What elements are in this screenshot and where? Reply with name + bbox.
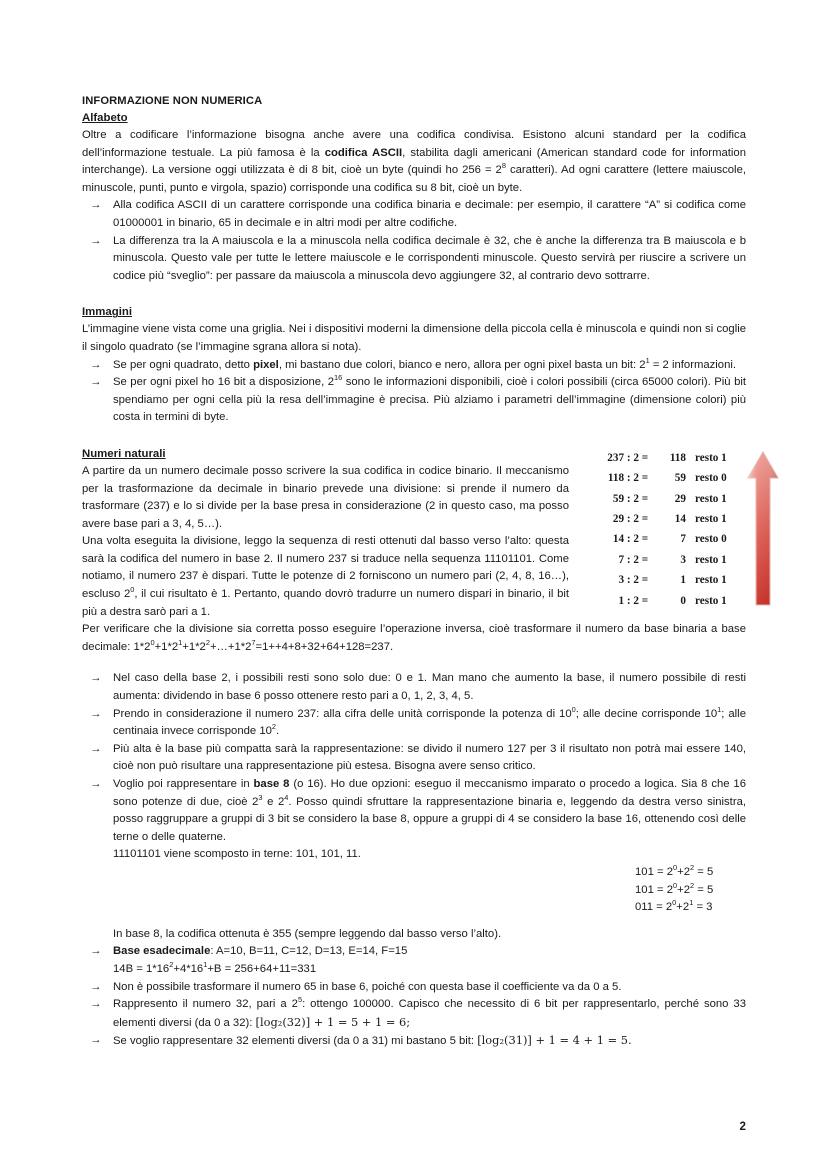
equation-mid: +2: [677, 883, 691, 896]
list-item-text-part2: sono le informazioni disponibili, cioè i colori possibili (circa 65000 colori). Più bit spendiamo per ogni cella più la resa dell’immagine è precisa. Più alziamo i parametri dell’immagine (dimensione colori) più costa in termini di byte.: [113, 376, 746, 424]
heading-immagini: Immagini: [82, 306, 133, 319]
division-dividend: 1 : 2 =: [618, 594, 649, 607]
list-item: [82, 943, 746, 978]
equation-mid: +2: [676, 901, 690, 914]
division-quotient: 7: [680, 533, 686, 546]
list-item-exp2: 1: [203, 960, 208, 970]
list-item: [82, 197, 746, 232]
division-table: [587, 452, 747, 615]
list-item-bold-pixel: pixel: [253, 358, 279, 371]
equation-left: 101 = 2: [635, 865, 674, 878]
page-title: INFORMAZIONE NON NUMERICA: [82, 95, 263, 107]
list-item-text: Non è possibile trasformare il numero 65 in base 6, poiché con questa base il coefficiente va da 0 a 5.: [113, 980, 622, 993]
paragraph-numeri-3-part2: +1*2: [154, 640, 179, 653]
division-dividend: 118 : 2 =: [607, 472, 649, 485]
list-item-text-part4: .: [276, 725, 280, 738]
arrow-bullet-icon: →: [90, 234, 102, 247]
division-remainder: resto 1: [694, 553, 727, 566]
paragraph-immagini: L’immagine viene vista come una griglia. Nei i dispositivi moderni la dimensione della piccola cella è minuscola e quindi non si coglie il singolo quadrato (se l’immagine sgrana allora si nota).: [82, 323, 746, 353]
log-formula-31: [log₂(31)] + 1 = 4 + 1 = 5.: [477, 1033, 632, 1048]
paragraph-numeri-3-exp3: 2: [205, 638, 210, 648]
arrow-bullet-icon: →: [90, 1034, 102, 1047]
division-quotient: 3: [680, 553, 686, 566]
list-item: [82, 706, 746, 741]
table-row: [587, 513, 739, 533]
list-item: [82, 374, 746, 427]
paragraph-numeri-2-part1: Una volta eseguita la divisione, leggo la sequenza di resti ottenuti dal basso verso l’alto: questa sarà la codifica del numero in base 2. Il numero 237 si traduce nella sequenza 11101101. Come notiamo, il numero 237 è dispari. Tutte le potenze di 2 forniscono un numero pari (2, 4, 8, 16…), escluso 2: [82, 535, 569, 601]
arrow-bullet-icon: →: [90, 707, 102, 720]
list-item: [82, 776, 746, 846]
paragraph-numeri-3-part4: +…+1*2: [209, 640, 252, 653]
list-item-text-part2: (o 16). Ho due opzioni: eseguo il meccanismo imparato o procedo a logica. Sia 8 che 16 sono potenze di due, cioè 2: [113, 778, 747, 808]
upward-arrow-icon: [746, 450, 780, 607]
arrow-bullet-icon: →: [90, 742, 102, 755]
heading-numeri-naturali: Numeri naturali: [82, 447, 166, 460]
list-item-text-part2: , mi bastano due colori, bianco e nero, allora per ogni pixel basta un bit: 2: [278, 358, 646, 371]
list-item-text-line2-part1: 14B = 1*16: [113, 962, 170, 975]
list-item-text: Alla codifica ASCII di un carattere corrisponde una codifica binaria e decimale: per esempio, il carattere “A” si codifica come 01000001 in binario, 65 in decimale e in altri modi per altre codifiche.: [113, 199, 746, 229]
table-row: [587, 554, 739, 574]
bullet-list-alfabeto: [82, 197, 746, 285]
arrow-bullet-icon: →: [90, 358, 102, 371]
list-item-text-part1: Prendo in considerazione il numero 237: alla cifra delle unità corrisponde la potenza di 10: [113, 707, 572, 720]
paragraph-numeri-3-part3: +1*2: [182, 640, 206, 653]
terne-decomposition-line: 11101101 viene scomposto in terne: 101, 101, 11.: [113, 848, 361, 861]
division-quotient: 0: [680, 594, 686, 607]
division-dividend: 29 : 2 =: [612, 513, 649, 526]
spacer: [82, 917, 746, 926]
log-formula-32: [log₂(32)] + 1 = 5 + 1 = 6;: [255, 1014, 411, 1029]
equation-left: 011 = 2: [635, 901, 673, 914]
equation-exp2: 2: [690, 880, 695, 890]
equation-right: = 3: [693, 901, 713, 914]
paragraph-ascii-bold: codifica ASCII: [324, 146, 403, 159]
division-remainder: resto 1: [694, 594, 727, 607]
arrow-bullet-icon: →: [90, 199, 102, 212]
list-item-text: Più alta è la base più compatta sarà la rappresentazione: se divido il numero 127 per 3 il risultato non potrà mai essere 140, cioè non può risultare una rappresentazione più estesa. Bisogna avere senso critico.: [113, 742, 746, 773]
paragraph-numeri-3-exp4: 7: [251, 638, 256, 648]
list-item: [82, 741, 746, 776]
list-item-bold-base8: base 8: [253, 778, 290, 790]
document-content: [82, 93, 746, 1051]
division-quotient: 1: [680, 574, 686, 587]
table-row: [587, 595, 739, 615]
list-item-text: Nel caso della base 2, i possibili resti sono solo due: 0 e 1. Man mano che aumento la base, il numero possibile di resti aumenta: dividendo in base 6 posso ottenere resto pari a 0, 1, 2, 3, 4, 5.: [113, 672, 746, 703]
list-item: [82, 670, 746, 705]
division-quotient: 118: [669, 451, 686, 464]
list-item-text-line2-part2: +4*16: [173, 962, 204, 975]
list-item-exp2: 4: [284, 792, 289, 802]
paragraph-numeri-3: [82, 621, 746, 656]
list-item-bold-esadecimale: Base esadecimale: [113, 945, 211, 958]
equation-right: = 5: [694, 883, 714, 896]
paragraph-ascii: [82, 127, 746, 197]
list-item-text-part3: = 2 informazioni.: [649, 358, 737, 371]
list-item-text-part1: Voglio poi rappresentare in: [113, 778, 254, 790]
paragraph-numeri-3-exp2: 1: [178, 638, 183, 648]
bullet-list-finale: [82, 670, 746, 846]
division-dividend: 7 : 2 =: [618, 553, 649, 566]
spacer: [82, 656, 746, 670]
table-row: [587, 533, 739, 553]
division-remainder: resto 1: [694, 451, 727, 464]
division-dividend: 59 : 2 =: [612, 492, 649, 505]
list-item-text-part1: Se per ogni pixel ho 16 bit a disposizione, 2: [113, 376, 334, 389]
arrow-bullet-icon: →: [90, 980, 102, 993]
paragraph-ascii-exponent: 8: [501, 161, 506, 171]
paragraph-ascii-part1: Oltre a codificare l’informazione bisogna anche avere una codifica condivisa. Esistono alcuni standard per la codifica dell’informazione testuale. La più famosa è la: [82, 129, 746, 159]
list-item-exp1: 0: [571, 704, 576, 714]
equation-exp1: 0: [673, 880, 678, 890]
list-item-text-part3: e 2: [262, 795, 285, 808]
division-remainder: resto 1: [694, 513, 727, 526]
equation-row: [635, 899, 746, 917]
arrow-bullet-icon: →: [90, 778, 102, 790]
list-item-text-part4: . Posso quindi sfruttare la rappresentazione binaria e, leggendo da destra verso sinistra, posso raggruppare a gruppi di 3 bit se considero la base 8, oppure a gruppi di 4 se considero la base 16, ottenendo così delle terne o delle quaterne.: [113, 795, 746, 843]
paragraph-numeri-2: [82, 533, 569, 621]
base8-result-line: In base 8, la codifica ottenuta è 355 (sempre leggendo dal basso verso l’alto).: [113, 927, 502, 940]
list-item-exp1: 2: [169, 960, 174, 970]
list-item: [82, 233, 746, 286]
paragraph-ascii-part2: , stabilita dagli americani (American standard code for information interchange). La versione oggi utilizzata è di 8 bit, cioè un byte (quindi ho 256 = 2: [82, 146, 746, 177]
division-dividend: 237 : 2 =: [607, 451, 649, 464]
list-item-exp: 5: [297, 995, 303, 1005]
paragraph-numeri-2-part2: , il cui risultato è 1. Pertanto, quando dovrò tradurre un numero dispari in binario, il bit più a destra sarò pari a 1.: [82, 588, 569, 618]
list-item-text-part2: ; alle decine corrisponde 10: [575, 707, 718, 720]
list-item-exp2: 1: [717, 704, 722, 714]
list-item-text-part1: Rappresento il numero 32, pari a 2: [113, 998, 298, 1011]
arrow-bullet-icon: →: [90, 672, 102, 685]
page-number: 2: [739, 1120, 746, 1133]
spacer: [82, 285, 746, 304]
paragraph-numeri-3-exp1: 0: [150, 638, 155, 648]
table-row: [587, 574, 739, 594]
list-item-text-line2-part3: +B = 256+64+11=331: [207, 962, 317, 975]
list-item: [82, 979, 746, 997]
equation-exp1: 0: [672, 898, 677, 908]
table-row: [587, 452, 739, 472]
paragraph-numeri-3-part5: =1++4+8+32+64+128=237.: [255, 640, 394, 653]
table-row: [587, 472, 739, 492]
arrow-bullet-icon: →: [90, 945, 102, 958]
list-item-exponent: 1: [645, 355, 650, 365]
equation-mid: +2: [677, 865, 691, 878]
list-item-text-part1: Se voglio rappresentare 32 elementi diversi (da 0 a 31) mi bastano 5 bit:: [113, 1035, 478, 1048]
division-dividend: 14 : 2 =: [612, 533, 649, 546]
equation-exp2: 1: [689, 898, 694, 908]
numeri-text-column: [82, 446, 569, 621]
arrow-bullet-icon: →: [90, 998, 102, 1011]
list-item: [82, 996, 746, 1032]
division-table-body: [587, 452, 739, 615]
division-remainder: resto 0: [694, 533, 727, 546]
equation-row: [635, 882, 746, 900]
table-row: [587, 493, 739, 513]
bullet-list-finale-2: [82, 943, 746, 1051]
paragraph-numeri-2-exponent: 0: [130, 585, 135, 595]
division-remainder: resto 0: [694, 472, 727, 485]
equation-exp1: 0: [673, 863, 678, 873]
section-numeri-naturali: [82, 446, 746, 621]
division-remainder: resto 1: [694, 492, 727, 505]
list-item-text: : A=10, B=11, C=12, D=13, E=14, F=15: [210, 945, 408, 958]
equation-right: = 5: [694, 865, 714, 878]
equation-exp2: 2: [690, 863, 695, 873]
list-item-text: La differenza tra la A maiuscola e la a minuscola nella codifica decimale è 32, che è anche la differenza tra B maiuscola e b minuscola. Questo vale per tutte le lettere maiuscole e le corrispondenti minuscole. Questo servirà per riuscire a scrivere un codice più “sveglio”: per passare da maiuscola a minuscola devo aggiungere 32, al contrario devo sottrarre.: [113, 234, 746, 282]
division-remainder: resto 1: [694, 574, 727, 587]
list-item-exp3: 2: [271, 722, 277, 732]
division-dividend: 3 : 2 =: [618, 574, 649, 587]
bullet-list-immagini: [82, 357, 746, 427]
list-item-text-part3: ; alle centinaia invece corrisponde 10: [113, 707, 746, 738]
paragraph-numeri-1: A partire da un numero decimale posso scrivere la sua codifica in codice binario. Il meccanismo per la trasformazione da decimale in binario prevede una divisione: si prende il numero da trasformare (237) e lo si divide per la base presa in considerazione (2 in questo caso, ma posso avere base pari a 3, 4, 5…).: [82, 464, 569, 530]
paragraph-numeri-3-part1: Per verificare che la divisione sia corretta posso eseguire l’operazione inversa, cioè trasformare il numero da base binaria a base decimale: 1*2: [82, 623, 746, 653]
spacer: [82, 427, 746, 446]
heading-alfabeto: Alfabeto: [82, 112, 128, 124]
arrow-bullet-icon: →: [90, 376, 102, 389]
division-quotient: 14: [674, 513, 686, 526]
list-item: [82, 1032, 746, 1051]
paragraph-ascii-part3: caratteri). Ad ogni carattere (lettere maiuscole, minuscole, punti, punto e virgola, spazio) corrisponde una codifica su 8 bit, cioè un byte.: [82, 164, 746, 194]
list-item-text-part1: Se per ogni quadrato, detto: [113, 358, 254, 371]
list-item-exp1: 3: [258, 792, 263, 802]
list-item-exponent: 16: [334, 373, 343, 383]
equation-row: [635, 864, 746, 882]
division-quotient: 29: [674, 492, 686, 505]
equation-left: 101 = 2: [635, 883, 674, 896]
equations-block: [635, 864, 746, 917]
list-item-text-part2: : ottengo 100000. Capisco che necessito di 6 bit per rappresentarlo, perché sono 33 elementi diversi (da 0 a 32):: [113, 998, 746, 1029]
list-item: [82, 357, 746, 375]
division-quotient: 59: [674, 472, 686, 485]
